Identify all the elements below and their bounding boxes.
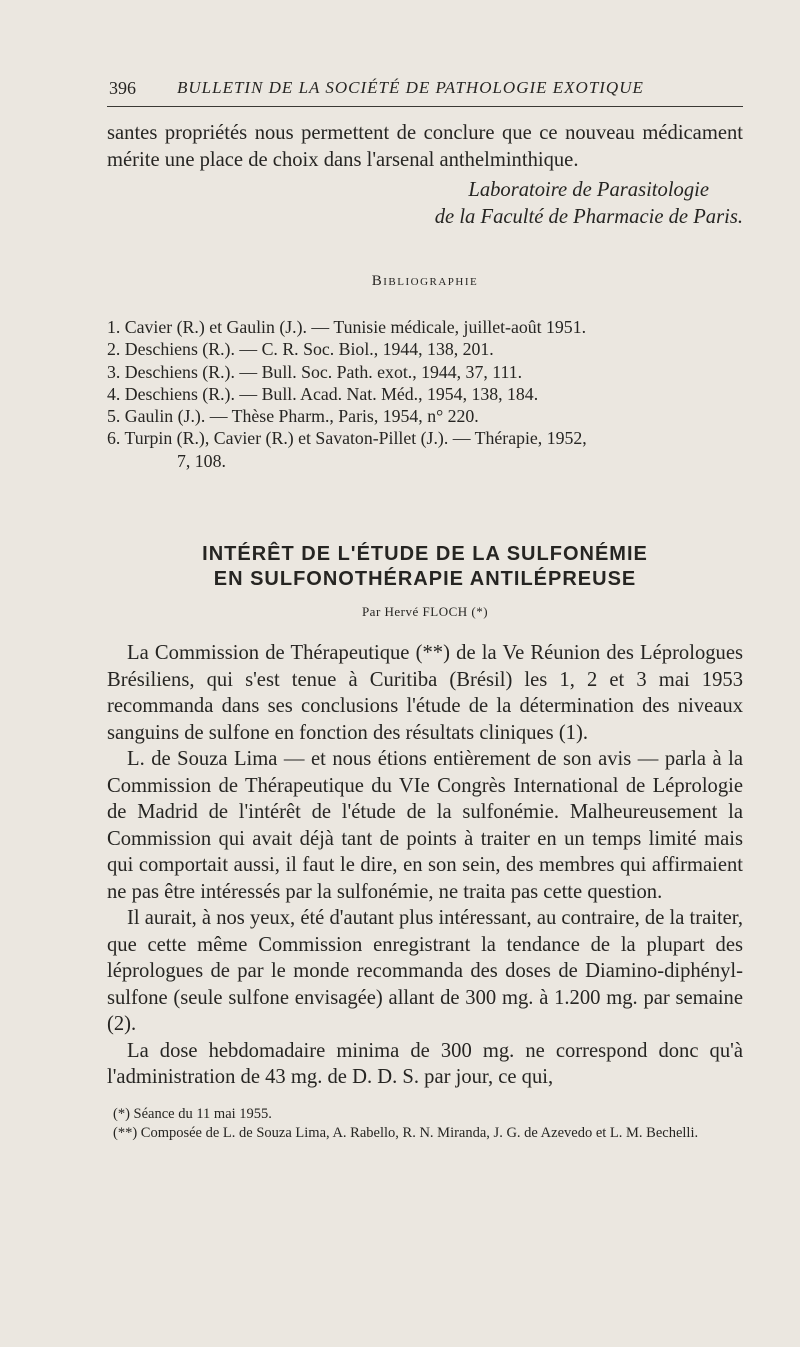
- laboratory-line-1: Laboratoire de Parasitologie: [468, 179, 709, 201]
- reference-item-continuation: 7, 108.: [177, 450, 226, 471]
- reference-list: [107, 316, 743, 472]
- reference-item: 2. Deschiens (R.). — C. R. Soc. Biol., 1944, 138, 201.: [107, 339, 494, 360]
- body-paragraph: La Commission de Thérapeutique (**) de la Ve Réunion des Léprologues Brésiliens, qui s'est tenue à Curitiba (Brésil) les 1, 2 et 3 mai 1953 recommanda dans ses conclusions l'étude de la détermination des niveaux sanguins de sulfone en fonction des résultats cliniques (1).: [107, 642, 743, 744]
- reference-item: 4. Deschiens (R.). — Bull. Acad. Nat. Méd., 1954, 138, 184.: [107, 383, 539, 404]
- footnote-separator: [107, 1091, 743, 1105]
- article-title: [107, 542, 743, 592]
- running-header: [107, 76, 743, 107]
- page-content: [107, 120, 743, 1143]
- article-title-line-2: EN SULFONOTHÉRAPIE ANTILÉPREUSE: [213, 568, 637, 591]
- reference-item: 6. Turpin (R.), Cavier (R.) et Savaton-Pillet (J.). — Thérapie, 1952,: [107, 428, 587, 449]
- footnote: (*) Séance du 11 mai 1955.: [113, 1105, 272, 1122]
- reference-item: 3. Deschiens (R.). — Bull. Soc. Path. exot., 1944, 37, 111.: [107, 361, 523, 382]
- body-paragraph: La dose hebdomadaire minima de 300 mg. ne correspond donc qu'à l'administration de 43 mg. de D. D. S. par jour, ce qui,: [107, 1039, 743, 1089]
- body-paragraph: L. de Souza Lima — et nous étions entièrement de son avis — parla à la Commission de Thérapeutique du VIe Congrès International de Léprologie de Madrid de l'intérêt de l'étude de la sulfonémie. Malheureusement la Commission qui avait déjà tant de points à traiter en un temps limité mais qui comportait aussi, il faut le dire, en son sein, des membres qui affirmaient ne pas être intéressés par la sulfonémie, ne traita pas cette question.: [107, 748, 743, 903]
- reference-item: 5. Gaulin (J.). — Thèse Pharm., Paris, 1954, n° 220.: [107, 406, 479, 427]
- bibliography-title: Bibliographie: [371, 273, 479, 289]
- reference-item: 1. Cavier (R.) et Gaulin (J.). — Tunisie médicale, juillet-août 1951.: [107, 317, 587, 337]
- footnote: (**) Composée de L. de Souza Lima, A. Rabello, R. N. Miranda, J. G. de Azevedo et L. M. Bechelli.: [113, 1124, 699, 1141]
- article-body: [107, 640, 743, 1091]
- body-paragraph: Il aurait, à nos yeux, été d'autant plus intéressant, au contraire, de la traiter, que cette même Commission enregistrant la tendance de la plupart des léprologues de par le monde recommanda des doses de Diamino-diphényl-sulfone (seule sulfone envisagée) allant de 300 mg. à 1.200 mg. par semaine (2).: [107, 907, 743, 1036]
- article-title-line-1: INTÉRÊT DE L'ÉTUDE DE LA SULFONÉMIE: [202, 543, 648, 566]
- journal-title: BULLETIN DE LA SOCIÉTÉ DE PATHOLOGIE EXOTIQUE: [177, 78, 644, 97]
- article-author: Par Hervé FLOCH (*): [361, 604, 489, 620]
- laboratory-line-2: de la Faculté de Pharmacie de Paris.: [434, 206, 743, 228]
- intro-paragraph: santes propriétés nous permettent de conclure que ce nouveau médicament mérite une place de choix dans l'arsenal anthelminthique.: [107, 122, 743, 171]
- page-number: 396: [109, 78, 136, 98]
